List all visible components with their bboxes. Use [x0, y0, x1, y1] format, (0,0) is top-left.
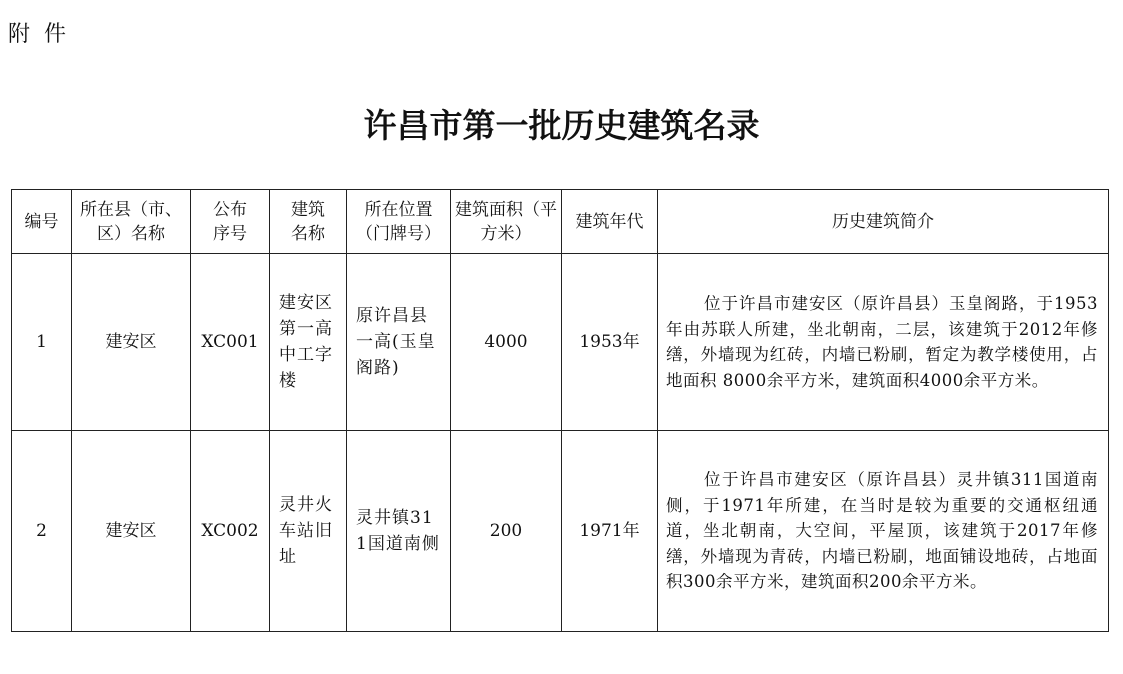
- cell-building-name: 建安区第一高中工字楼: [270, 254, 347, 431]
- cell-year: 1953年: [562, 254, 658, 431]
- historic-building-table: [11, 189, 1109, 632]
- header-year: 建筑年代: [562, 190, 658, 254]
- cell-area: 4000: [451, 254, 562, 431]
- header-county: 所在县（市、区）名称: [72, 190, 191, 254]
- document-title: 许昌市第一批历史建筑名录: [363, 106, 760, 145]
- header-number: 编号: [12, 190, 72, 254]
- cell-location: 灵井镇311国道南侧: [347, 431, 451, 632]
- cell-number: 1: [12, 254, 72, 431]
- cell-location: 原许昌县一高(玉皇阁路): [347, 254, 451, 431]
- cell-year: 1971年: [562, 431, 658, 632]
- cell-county: 建安区: [72, 254, 191, 431]
- header-area: 建筑面积（平方米）: [451, 190, 562, 254]
- header-intro: 历史建筑简介: [658, 190, 1109, 254]
- attachment-label: 附件: [8, 22, 81, 47]
- cell-building-name: 灵井火车站旧址: [270, 431, 347, 632]
- cell-area: 200: [451, 431, 562, 632]
- table-row: [12, 254, 1109, 431]
- cell-county: 建安区: [72, 431, 191, 632]
- header-location: 所在位置（门牌号）: [347, 190, 451, 254]
- table-row: [12, 431, 1109, 632]
- cell-serial: XC002: [191, 431, 270, 632]
- header-building-name: 建筑名称: [270, 190, 347, 254]
- cell-intro: 位于许昌市建安区（原许昌县）灵井镇311国道南侧，于1971年所建，在当时是较为重要的交通枢纽通道，坐北朝南，大空间，平屋顶，该建筑于2017年修缮，外墙现为青砖，内墙已粉刷，地面铺设地砖，占地面积300余平方米，建筑面积200余平方米。: [658, 431, 1109, 632]
- header-serial: 公布序号: [191, 190, 270, 254]
- cell-serial: XC001: [191, 254, 270, 431]
- cell-number: 2: [12, 431, 72, 632]
- table-header-row: [12, 190, 1109, 254]
- cell-intro: 位于许昌市建安区（原许昌县）玉皇阁路，于1953年由苏联人所建，坐北朝南，二层，该建筑于2012年修缮，外墙现为红砖，内墙已粉刷，暂定为教学楼使用，占地面积 8000余平方米，建筑面积4000余平方米。: [658, 254, 1109, 431]
